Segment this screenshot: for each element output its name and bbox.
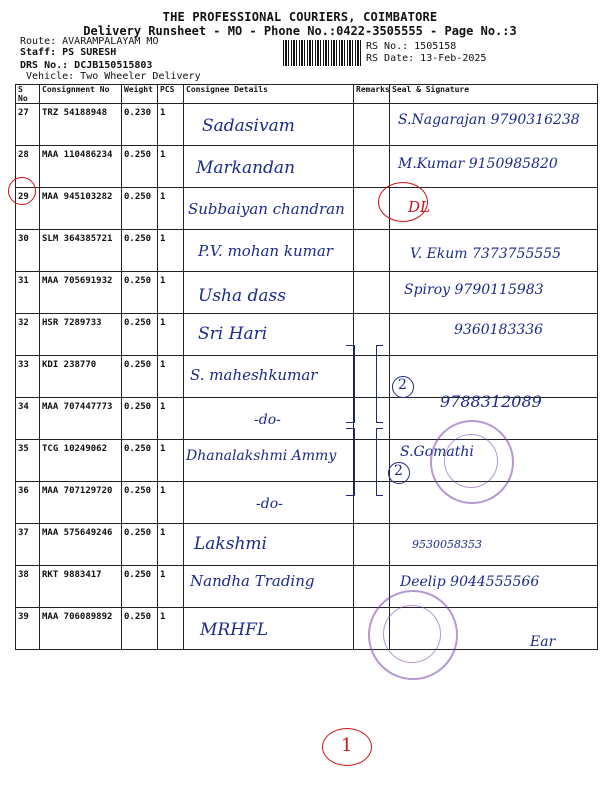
rs-date: RS Date: 13-Feb-2025 [366,53,487,64]
pcs-cell: 1 [158,398,184,440]
table-row [16,272,598,314]
group-bracket [346,345,355,423]
weight-cell: 0.250 [122,272,158,314]
pcs-cell: 1 [158,524,184,566]
col-weight: Weight [122,85,158,104]
consignee-cell: -do- [184,398,354,440]
signature-cell: Spiroy 9790115983 [390,272,598,314]
remarks-cell [354,146,390,188]
runsheet-table [15,84,598,650]
remarks-cell [354,272,390,314]
remarks-cell [354,398,390,440]
remarks-cell [354,314,390,356]
sno-cell: 37 [16,524,40,566]
sno-cell: 31 [16,272,40,314]
consignment-cell: SLM 364385721 [40,230,122,272]
pcs-cell: 1 [158,104,184,146]
sno-cell: 34 [16,398,40,440]
consignee-cell: Nandha Trading [184,566,354,608]
remarks-cell [354,230,390,272]
row-highlight-circle [8,177,36,205]
table-header-row [16,85,598,104]
weight-cell: 0.250 [122,608,158,650]
sno-cell: 32 [16,314,40,356]
sno-cell: 28 [16,146,40,188]
sno-cell: 39 [16,608,40,650]
pcs-cell: 1 [158,608,184,650]
consignee-cell: MRHFL [184,608,354,650]
remarks-cell [354,356,390,398]
consignee-cell: Usha dass [184,272,354,314]
consignment-cell: MAA 110486234 [40,146,122,188]
weight-cell: 0.250 [122,356,158,398]
table-row [16,608,598,650]
consignment-cell: MAA 706089892 [40,608,122,650]
group-count-circle: 2 [388,462,410,484]
sno-cell: 35 [16,440,40,482]
runsheet-subtitle: Delivery Runsheet - MO - Phone No.:0422-3505555 - Page No.:3 [83,24,517,38]
consignee-cell: Subbaiyan chandran [184,188,354,230]
pcs-cell: 1 [158,440,184,482]
consignee-cell: S. maheshkumar [184,356,354,398]
consignee-cell: Lakshmi [184,524,354,566]
remarks-cell [354,104,390,146]
weight-cell: 0.250 [122,314,158,356]
consignment-cell: HSR 7289733 [40,314,122,356]
sno-cell: 29 [16,188,40,230]
vehicle-label: Vehicle: Two Wheeler Delivery [26,71,201,82]
consignment-cell: MAA 575649246 [40,524,122,566]
pcs-cell: 1 [158,230,184,272]
consignee-cell: Markandan [184,146,354,188]
weight-cell: 0.250 [122,440,158,482]
col-remarks: Remarks [354,85,390,104]
sno-cell: 38 [16,566,40,608]
pcs-cell: 1 [158,314,184,356]
group-bracket [346,428,355,496]
consignment-cell: RKT 9883417 [40,566,122,608]
group-bracket [376,345,383,423]
table-row [16,566,598,608]
pcs-cell: 1 [158,356,184,398]
signature-cell: S.Gomathi [390,440,598,482]
table-row [16,146,598,188]
barcode-icon [283,40,361,66]
remarks-cell [354,440,390,482]
table-row [16,104,598,146]
signature-cell: 9360183336 [390,314,598,356]
consignee-cell: P.V. mohan kumar [184,230,354,272]
rs-number: RS No.: 1505158 [366,41,457,52]
sno-cell: 36 [16,482,40,524]
signature-cell: DL [390,188,598,230]
consignee-cell: Sri Hari [184,314,354,356]
page-mark-circle: 1 [322,728,372,766]
weight-cell: 0.250 [122,566,158,608]
sno-cell: 27 [16,104,40,146]
consignment-cell: KDI 238770 [40,356,122,398]
weight-cell: 0.250 [122,524,158,566]
signature-cell: M.Kumar 9150985820 [390,146,598,188]
pcs-cell: 1 [158,188,184,230]
consignee-cell: Dhanalakshmi Ammy [184,440,354,482]
col-sno: S No [16,85,40,104]
table-row [16,398,598,440]
weight-cell: 0.250 [122,398,158,440]
company-stamp-icon [444,434,498,488]
signature-cell: 9788312089 [390,398,598,440]
signature-cell: V. Ekum 7373755555 [390,230,598,272]
signature-cell: S.Nagarajan 9790316238 [390,104,598,146]
dl-circle [378,182,428,222]
consignment-cell: MAA 705691932 [40,272,122,314]
pcs-cell: 1 [158,272,184,314]
sno-cell: 33 [16,356,40,398]
col-pcs: PCS [158,85,184,104]
signature-cell: Deelip 9044555566 [390,566,598,608]
consignment-cell: TRZ 54188948 [40,104,122,146]
weight-cell: 0.250 [122,146,158,188]
weight-cell: 0.250 [122,188,158,230]
sno-cell: 30 [16,230,40,272]
table-row [16,230,598,272]
drs-number: DRS No.: DCJB150515803 [20,60,153,71]
consignment-cell: MAA 945103282 [40,188,122,230]
signature-cell: 9530058353 [390,524,598,566]
consignee-cell: Sadasivam [184,104,354,146]
consignment-cell: MAA 707129720 [40,482,122,524]
consignee-cell: -do- [184,482,354,524]
signature-cell: Ear [390,608,598,650]
pcs-cell: 1 [158,482,184,524]
company-title: THE PROFESSIONAL COURIERS, COIMBATORE [162,10,438,24]
table-row [16,188,598,230]
pcs-cell: 1 [158,146,184,188]
weight-cell: 0.250 [122,482,158,524]
pcs-cell: 1 [158,566,184,608]
consignment-cell: TCG 10249062 [40,440,122,482]
remarks-cell [354,482,390,524]
table-row [16,482,598,524]
weight-cell: 0.250 [122,230,158,272]
consignment-cell: MAA 707447773 [40,398,122,440]
col-consignment: Consignment No [40,85,122,104]
weight-cell: 0.230 [122,104,158,146]
table-row [16,524,598,566]
table-row [16,314,598,356]
staff-label: Staff: PS SURESH [20,47,117,58]
route-label: Route: AVARAMPALAYAM MO [20,36,159,47]
company-stamp-icon [383,605,441,663]
group-bracket [376,428,383,496]
remarks-cell [354,524,390,566]
col-signature: Seal & Signature [390,85,598,104]
group-count-circle: 2 [392,376,414,398]
col-consignee: Consignee Details [184,85,354,104]
